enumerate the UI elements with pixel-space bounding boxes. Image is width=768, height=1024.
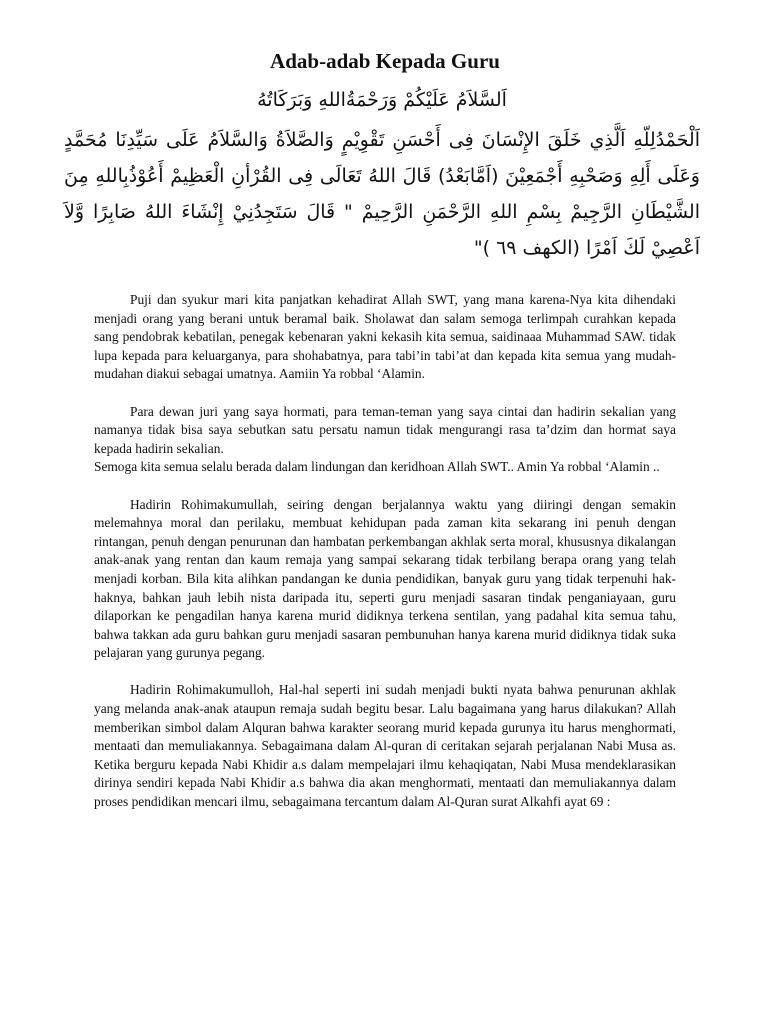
arabic-opening-prayer: اَلْحَمْدُلِلّهِ اَلَّذِي خَلَقَ الإِنْسَانَ فِى أَحْسَنِ تَقْوِيْمٍ وَالصَّلاَةُ وَالسَّلاَمُ عَلَى سَيِّدِنَا مُحَمَّدٍ وَعَلَى أَلِهِ وَصَحْبِهِ أَجْمَعِيْنَ (اَمَّابَعْدُ) قَالَ اللهُ تَعَالَى فِى القُرْأنِ الْعَظِيمْ أَعُوْذُبِاللهِ مِنَ الشَّيْطَانِ الرَّجِيمْ بِسْمِ اللهِ الرَّحْمَنِ الرَّحِيمْ " قَالَ سَتَجِدُنِيْ إِنْشَاءَ اللهُ صَابِرًا وَّلاَ اَعْصِيْ لَكَ اَمْرًا (الكهف ٦٩ )" (64, 129, 700, 259)
paragraph-blessing: Semoga kita semua selalu berada dalam lindungan dan keridhoan Allah SWT.. Amin Ya robbal ‘Alamin .. (94, 459, 660, 475)
paragraph-moral-decline: Hadirin Rohimakumullah, seiring dengan berjalannya waktu yang diiringi dengan semakin melemahnya moral dan perilaku, membuat kehidupan pada zaman kita sekarang ini penuh dengan rintangan, penuh dengan penurunan dan hambatan perkembangan akhlak serta moral, khususnya dikalangan anak-anak yang rentan dan kaum remaja yang sampai sekarang tidak terbilang berapa orang yang telah menjadi korban. Bila kita alihkan pandangan ke dunia pendidikan, banyak guru yang tidak terpenuhi hak-haknya, bahkan jauh lebih nista daripada itu, seperti guru menjadi sasaran tindak penganiayaan, guru dilaporkan ke pengadilan hanya karena murid didiknya terkena sentilan, yang padahal kita semua tahu, bahwa takkan ada guru bahkan guru menjadi sasaran pembunuhan hanya karena murid didiknya tidak suka pelajaran yang gurunya pegang. (94, 496, 676, 661)
paragraph-greeting-audience: Para dewan juri yang saya hormati, para teman-teman yang saya cintai dan hadirin sekalian yang namanya tidak bisa saya sebutkan satu persatu namun tidak mengurangi rasa ta’dzim dan hormat saya kepada hadirin sekalian. (94, 403, 676, 456)
paragraph-opening-praise: Puji dan syukur mari kita panjatkan kehadirat Allah SWT, yang mana karena-Nya kita dihendaki menjadi orang yang berani untuk beramal baik. Sholawat dan salam semoga terlimpah curahkan kepada sang pendobrak kebatilan, penegak kebenaran yakni kekasih kita semua, saidinaaa Muhammad SAW. tidak lupa kepada para keluarganya, para shohabatnya, para tabi’in tabi’at dan kepada kita semua yang mudah-mudahan diakui sebagai umatnya. Aamiin Ya robbal ‘Alamin. (94, 292, 676, 382)
arabic-salam-greeting: اَلسَّلاَمُ عَلَيْكُمْ وَرَحْمَةُاللهِ وَبَرَكَاتُهُ (257, 89, 507, 111)
document-title: Adab-adab Kepada Guru (270, 49, 500, 73)
arabic-opening-block (64, 80, 700, 266)
speech-body (94, 291, 676, 812)
paragraph-musa-khidir: Hadirin Rohimakumulloh, Hal-hal seperti ini sudah menjadi bukti nyata bahwa penurunan akhlak yang melanda anak-anak ataupun remaja sudah begitu besar. Lalu bagaimana yang harus dilakukan? Allah memberikan simbol dalam Alquran bahwa karakter seorang murid kepada gurunya itu harus menghormati, mentaati dan memuliakannya. Sebagaimana dalam Al-quran di ceritakan sejarah perjalanan Nabi Musa as. Ketika berguru kepada Nabi Khidir a.s dalam mempelajari ilmu kehaqiqatan, Nabi Musa mendeklarasikan dirinya sendiri kepada Nabi Khidir a.s bahwa dia akan menghormati, mentaati dan memuliakannya dalam proses pendidikan mencari ilmu, sebagaimana tercantum dalam Al-Quran surat Alkahfi ayat 69 : (94, 682, 676, 810)
